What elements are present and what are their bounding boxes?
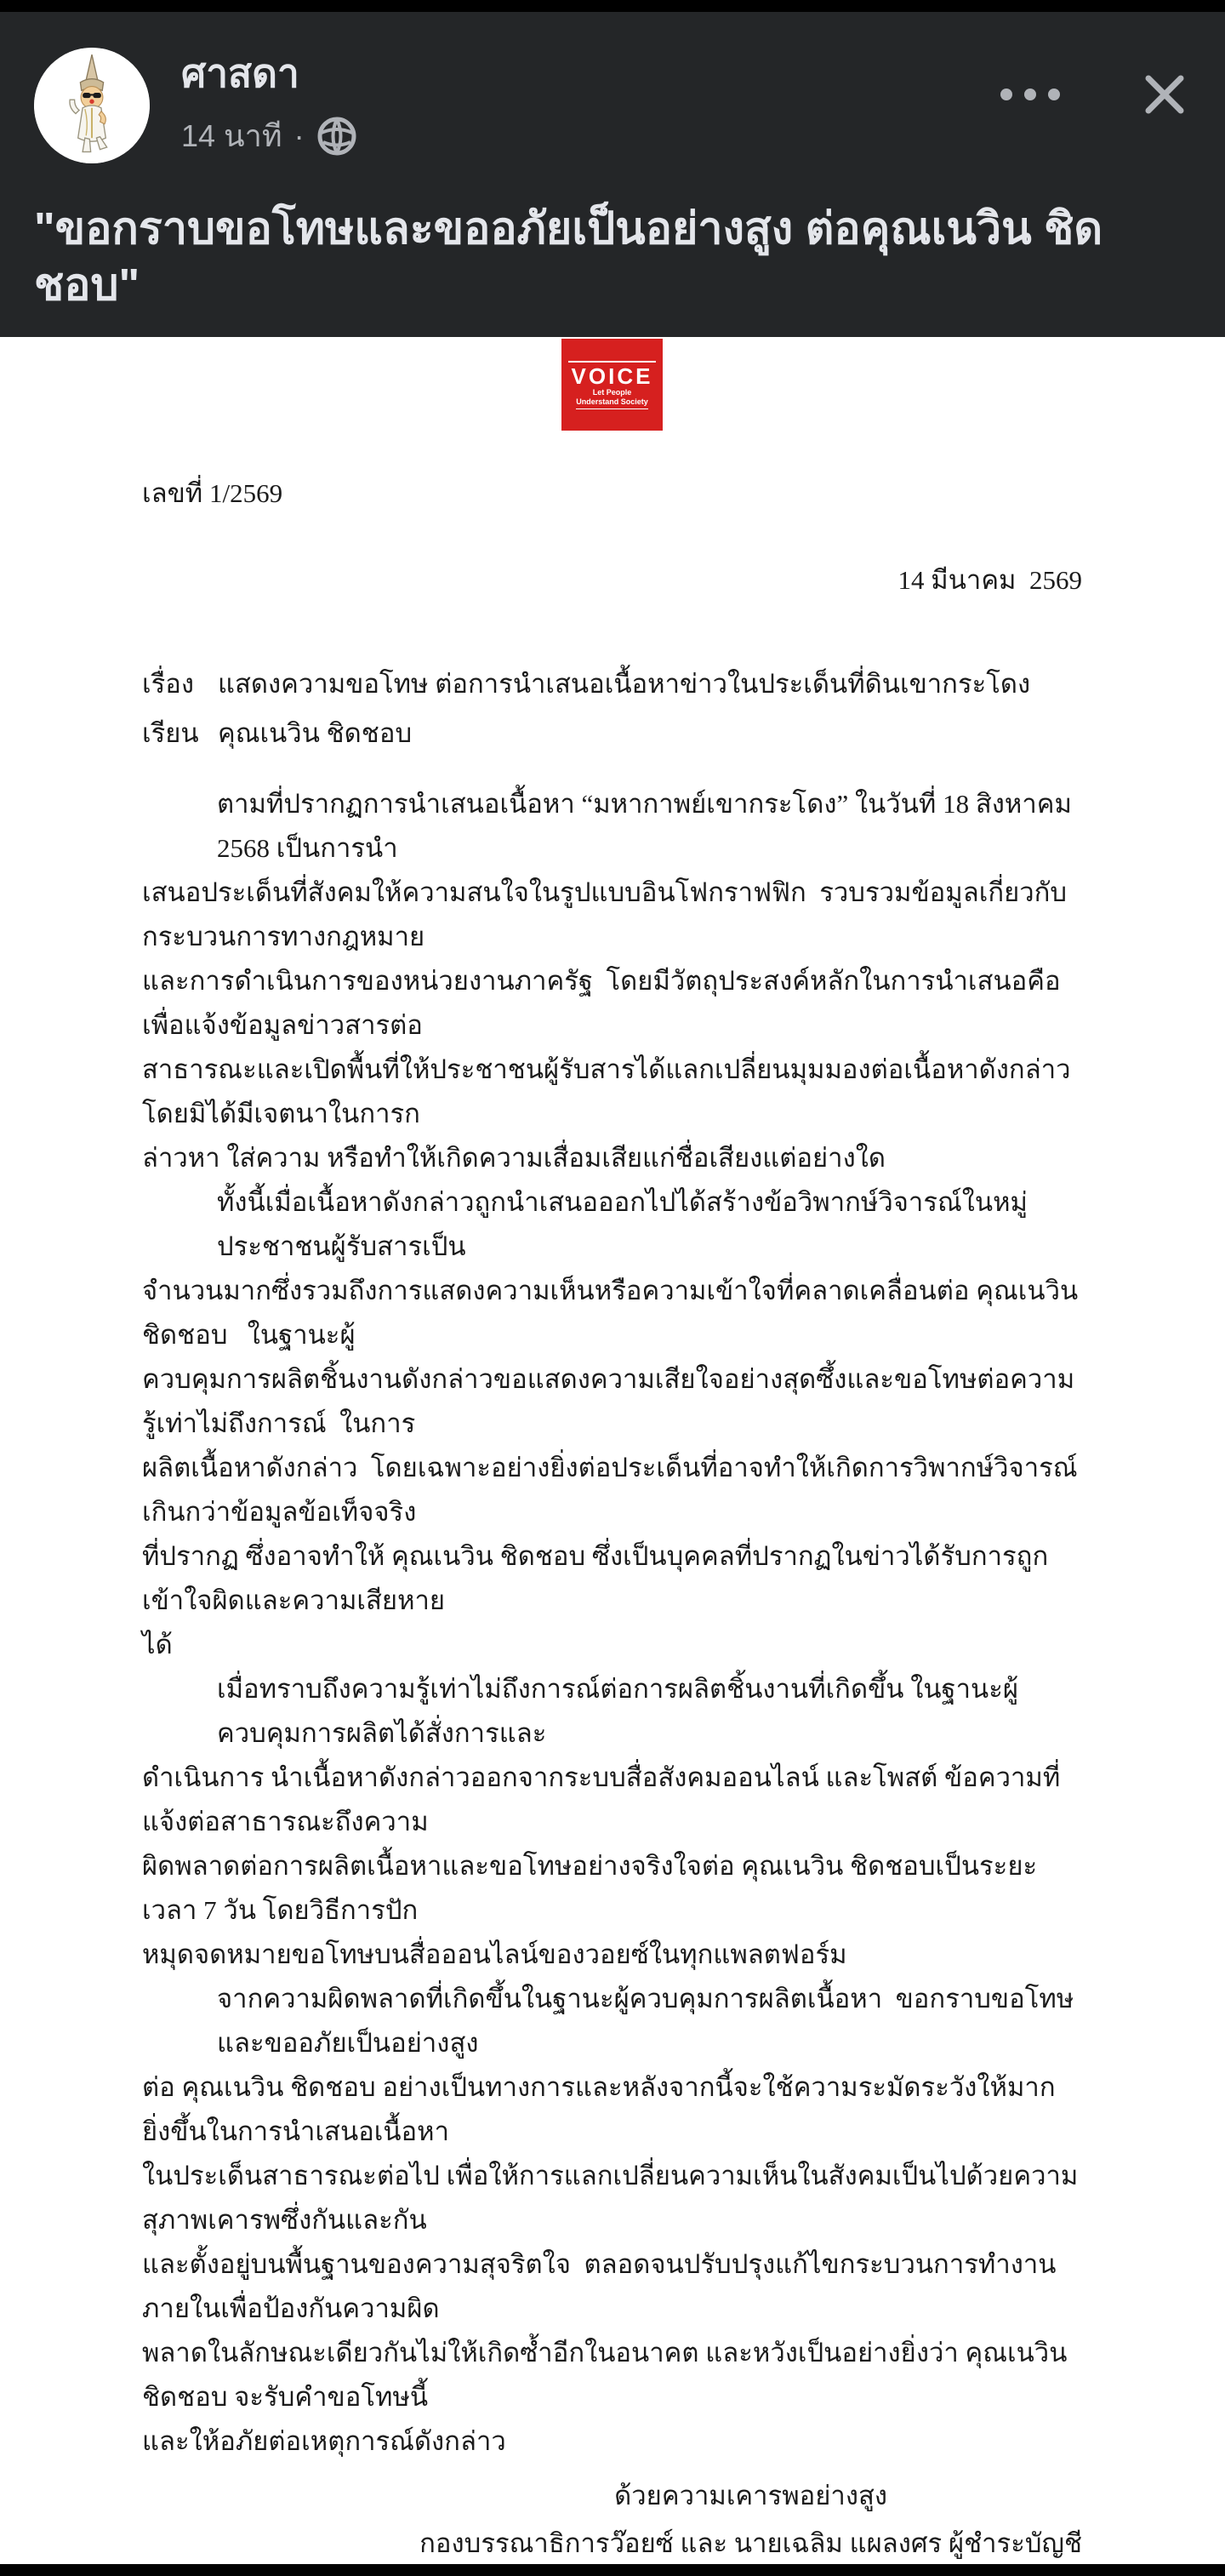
- closing-line: ด้วยความเคารพอย่างสูง: [614, 2481, 888, 2510]
- voice-logo: [561, 339, 663, 431]
- subject-label: เรื่อง: [142, 669, 195, 699]
- dot: [1024, 89, 1036, 100]
- paragraph-line: ต่อ คุณเนวิน ชิดชอบ อย่างเป็นทางการและหลังจากนี้จะใช้ความระมัดระวังให้มากยิ่งขึ้นในการนำเสนอเนื้อหา: [142, 2072, 1056, 2146]
- paragraph-line: เมื่อทราบถึงความรู้เท่าไม่ถึงการณ์ต่อการผลิตชิ้นงานที่เกิดขึ้น ในฐานะผู้ควบคุมการผลิตได้สั่งการและ: [217, 1674, 1019, 1748]
- paragraph-line: สาธารณะและเปิดพื้นที่ให้ประชาชนผู้รับสารได้แลกเปลี่ยนมุมมองต่อเนื้อหาดังกล่าว โดยมิได้มีเจตนาในการก: [142, 1054, 1085, 1128]
- close-x-icon: [1140, 70, 1189, 119]
- paragraph-line: พลาดในลักษณะเดียวกันไม่ให้เกิดซ้ำอีกในอนาคต และหวังเป็นอย่างยิ่งว่า คุณเนวิน ชิดชอบ จะรับคำขอโทษนี้: [142, 2338, 1074, 2412]
- close-button[interactable]: [1140, 70, 1189, 119]
- recipient-label: เรียน: [142, 718, 199, 748]
- voice-logo-tagline-line2: Understand Society: [576, 397, 648, 406]
- paragraph-line: ได้: [142, 1630, 173, 1659]
- paragraph-line: ผิดพลาดต่อการผลิตเนื้อหาและขอโทษอย่างจริงใจต่อ คุณเนวิน ชิดชอบเป็นระยะเวลา 7 วัน โดยวิธีการปัก: [142, 1851, 1038, 1925]
- voice-logo-tagline: [576, 388, 648, 409]
- letter-body: [142, 782, 1085, 2464]
- post-time: 14 นาที: [181, 118, 282, 153]
- identity-block: [181, 48, 357, 157]
- paragraph-line: ล่าวหา ใส่ความ หรือทำให้เกิดความเสื่อมเสียแก่ชื่อเสียงแต่อย่างใด: [142, 1143, 886, 1173]
- paragraph-line: และการดำเนินการของหน่วยงานภาครัฐ โดยมีวัตถุประสงค์หลักในการนำเสนอคือ เพื่อแจ้งข้อมูลข่าวสารต่อ: [142, 966, 1074, 1040]
- paragraph-line: ทั้งนี้เมื่อเนื้อหาดังกล่าวถูกนำเสนอออกไปได้สร้างข้อวิพากษ์วิจารณ์ในหมู่ประชาชนผู้รับสารเป็น: [217, 1187, 1028, 1261]
- letter-number: เลขที่ 1/2569: [142, 478, 283, 508]
- dot: [1000, 89, 1012, 100]
- signature-block: [419, 2476, 1082, 2564]
- top-black-bar: [0, 0, 1225, 12]
- paragraph: [142, 1977, 1082, 2464]
- post-header-row: [34, 48, 1189, 163]
- paragraph-line: เสนอประเด็นที่สังคมให้ความสนใจในรูปแบบอินโฟกราฟฟิก รวบรวมข้อมูลเกี่ยวกับกระบวนการทางกฎหมาย: [142, 877, 1068, 951]
- recipient-row: [142, 715, 1082, 752]
- voice-logo-tagline-line1: Let People: [592, 388, 632, 397]
- paragraph: [142, 1667, 1082, 1977]
- post-headline: "ขอกราบขอโทษและขออภัยเป็นอย่างสูง ต่อคุณเนวิน ชิดชอบ": [34, 204, 1103, 310]
- voice-logo-brand: VOICE: [568, 361, 657, 388]
- more-options-button[interactable]: [999, 83, 1062, 106]
- paragraph-line: และตั้งอยู่บนพื้นฐานของความสุจริตใจ ตลอดจนปรับปรุงแก้ไขกระบวนการทำงานภายในเพื่อป้องกันความผิด: [142, 2249, 1057, 2323]
- letter-date: 14 มีนาคม 2569: [897, 565, 1082, 595]
- post-header: [0, 12, 1225, 337]
- dot: [1048, 89, 1060, 100]
- paragraph: [142, 782, 1085, 1180]
- paragraph-line: ในประเด็นสาธารณะต่อไป เพื่อให้การแลกเปลี่ยนความเห็นในสังคมเป็นไปด้วยความสุภาพเคารพซึ่งกันและกัน: [142, 2161, 1079, 2235]
- paragraph: [142, 1180, 1085, 1667]
- subject-text: แสดงความขอโทษ ต่อการนำเสนอเนื้อหาข่าวในประเด็นที่ดินเขากระโดง: [218, 669, 1031, 699]
- globe-icon: [316, 116, 357, 157]
- paragraph-line: ควบคุมการผลิตชิ้นงานดังกล่าวขอแสดงความเสียใจอย่างสุดซึ้งและขอโทษต่อความรู้เท่าไม่ถึงการณ์ ในการ: [142, 1364, 1075, 1438]
- post-meta: [181, 116, 357, 157]
- author-name[interactable]: ศาสดา: [181, 51, 299, 95]
- subject-row: [142, 665, 1082, 703]
- signer-line: กองบรรณาธิการว๊อยซ์ และ นายเฉลิม แผลงศร ผู้ชำระบัญชี: [419, 2528, 1082, 2558]
- paragraph-line: จำนวนมากซึ่งรวมถึงการแสดงความเห็นหรือความเข้าใจที่คลาดเคลื่อนต่อ คุณเนวิน ชิดชอบ ในฐานะผู้: [142, 1276, 1085, 1350]
- paragraph-line: ตามที่ปรากฏการนำเสนอเนื้อหา “มหากาพย์เขากระโดง” ในวันที่ 18 สิงหาคม 2568 เป็นการนำ: [217, 789, 1079, 863]
- paragraph-line: ผลิตเนื้อหาดังกล่าว โดยเฉพาะอย่างยิ่งต่อประเด็นที่อาจทำให้เกิดการวิพากษ์วิจารณ์เกินกว่าข้อมูลข้อเท็จจริง: [142, 1453, 1078, 1527]
- paragraph-line: หมุดจดหมายขอโทษบนสื่อออนไลน์ของวอยซ์ในทุกแพลตฟอร์ม: [142, 1939, 847, 1969]
- avatar[interactable]: [34, 48, 150, 163]
- paragraph-line: จากความผิดพลาดที่เกิดขึ้นในฐานะผู้ควบคุมการผลิตเนื้อหา ขอกราบขอโทษและขออภัยเป็นอย่างสูง: [217, 1984, 1074, 2058]
- avatar-cartoon-figure: [34, 48, 150, 163]
- paragraph-line: และให้อภัยต่อเหตุการณ์ดังกล่าว: [142, 2426, 506, 2456]
- paragraph-line: ที่ปรากฏ ซึ่งอาจทำให้ คุณเนวิน ชิดชอบ ซึ่งเป็นบุคคลที่ปรากฏในข่าวได้รับการถูกเข้าใจผิดและความเสียหาย: [142, 1541, 1049, 1615]
- post-actions: [999, 70, 1189, 119]
- bottom-black-bar: [0, 2564, 1225, 2576]
- recipient-text: คุณเนวิน ชิดชอบ: [218, 718, 413, 748]
- paragraph-line: ดำเนินการ นำเนื้อหาดังกล่าวออกจากระบบสื่อสังคมออนไลน์ และโพสต์ ข้อความที่แจ้งต่อสาธารณะถึงความ: [142, 1762, 1061, 1836]
- letter-document: [0, 337, 1225, 2564]
- meta-separator: ·: [293, 118, 305, 153]
